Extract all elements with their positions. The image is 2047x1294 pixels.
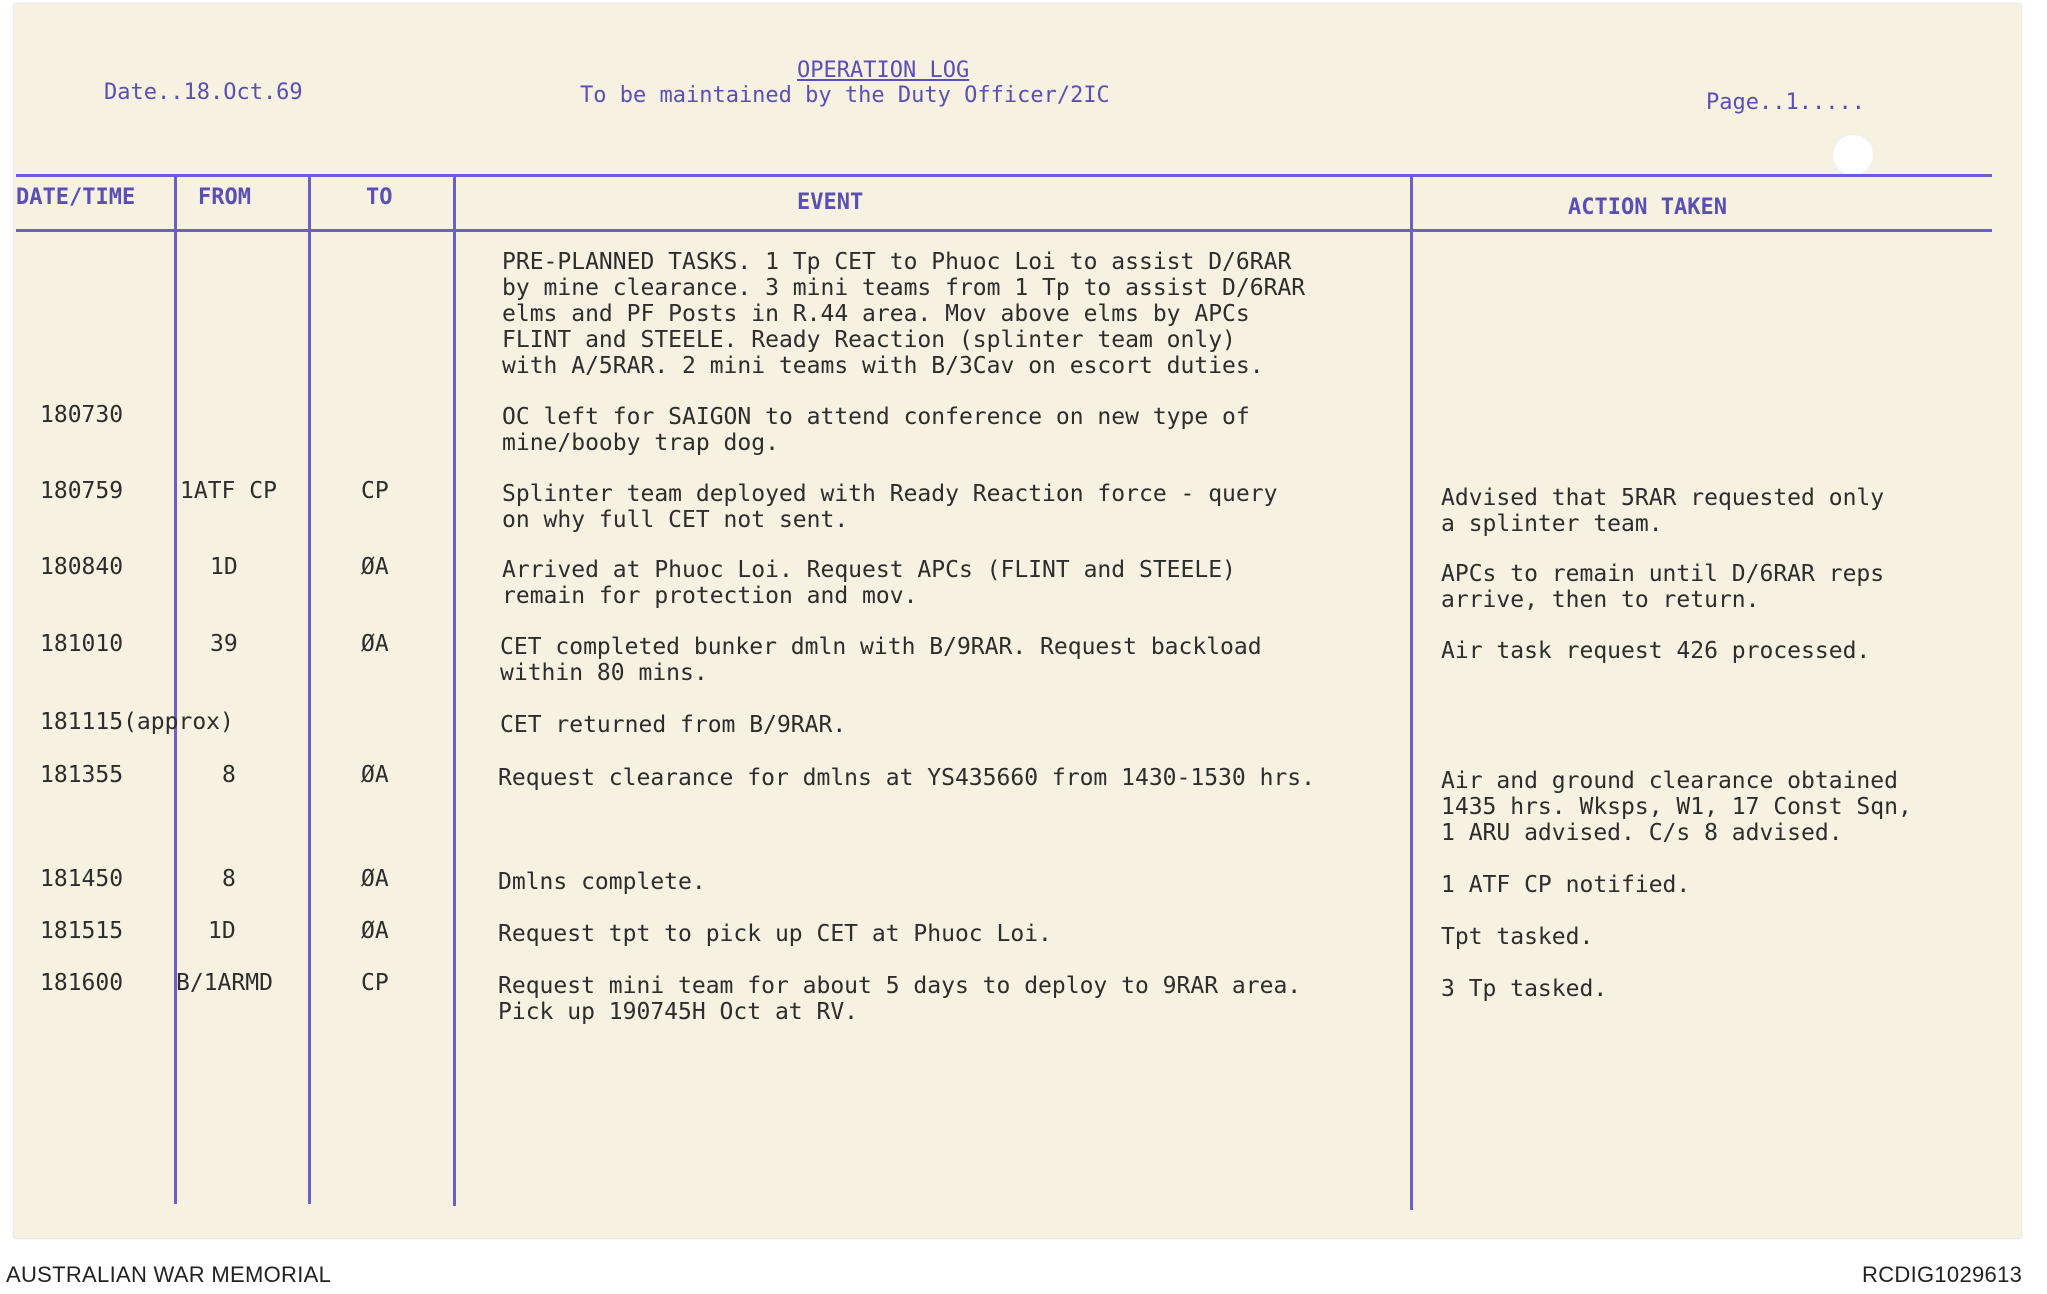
log-to: CP	[361, 970, 389, 996]
log-title: OPERATION LOG	[797, 58, 970, 83]
log-event: PRE-PLANNED TASKS. 1 Tp CET to Phuoc Loi to assist D/6RAR by mine clearance. 3 mini teams from 1 Tp to assist D/6RAR elms and PF Posts in R.44 area. Mov above elms by APCs FLINT and STEELE. Ready Reaction (splinter team only) with A/5RAR. 2 mini teams with B/3Cav on escort duties.	[502, 249, 1306, 379]
log-from: 39	[210, 631, 238, 657]
log-event: Request mini team for about 5 days to deploy to 9RAR area. Pick up 190745H Oct at RV.	[498, 973, 1302, 1025]
log-subtitle: To be maintained by the Duty Officer/2IC	[580, 83, 1110, 108]
log-action: Advised that 5RAR requested only a splinter team.	[1441, 485, 1885, 537]
log-datetime: 181010	[40, 631, 124, 657]
header-bottom-rule	[16, 229, 1992, 232]
log-action: Tpt tasked.	[1441, 924, 1594, 950]
log-datetime: 181355	[40, 762, 124, 788]
log-from: 8	[222, 762, 236, 788]
punch-hole	[1832, 134, 1874, 176]
log-from: 1D	[210, 554, 238, 580]
archive-caption: AUSTRALIAN WAR MEMORIAL	[6, 1262, 332, 1287]
log-action: 3 Tp tasked.	[1441, 976, 1608, 1002]
header-top-rule	[16, 174, 1992, 177]
log-event: Request clearance for dmlns at YS435660 from 1430-1530 hrs.	[498, 765, 1315, 791]
log-sheet	[14, 4, 2021, 1238]
log-to: ØA	[361, 762, 389, 788]
log-datetime: 180840	[40, 554, 124, 580]
log-from: 1D	[208, 918, 236, 944]
log-to: ØA	[361, 866, 389, 892]
log-action: Air and ground clearance obtained 1435 hrs. Wksps, W1, 17 Const Sqn, 1 ARU advised. C/s 8 advised.	[1441, 768, 1912, 846]
column-divider-1	[174, 174, 177, 1204]
column-divider-2	[308, 174, 311, 1204]
log-event: CET completed bunker dmln with B/9RAR. Request backload within 80 mins.	[500, 634, 1262, 686]
log-datetime: 181450	[40, 866, 124, 892]
log-datetime: 181600	[40, 970, 124, 996]
page-number: Page..1.....	[1706, 90, 1865, 115]
column-header-event: EVENT	[797, 190, 864, 215]
log-to: ØA	[361, 918, 389, 944]
log-datetime: 181115(approx)	[40, 709, 234, 735]
log-action: Air task request 426 processed.	[1441, 638, 1871, 664]
log-event: CET returned from B/9RAR.	[500, 712, 847, 738]
column-header-datetime: DATE/TIME	[16, 185, 136, 210]
log-action: 1 ATF CP notified.	[1441, 872, 1691, 898]
log-event: Arrived at Phuoc Loi. Request APCs (FLINT and STEELE) remain for protection and mov.	[502, 557, 1236, 609]
column-header-from: FROM	[198, 185, 251, 210]
log-action: APCs to remain until D/6RAR reps arrive, then to return.	[1441, 561, 1885, 613]
log-from: 8	[222, 866, 236, 892]
log-to: CP	[361, 478, 389, 504]
column-header-to: TO	[366, 185, 393, 210]
log-date: Date..18.Oct.69	[104, 80, 303, 105]
log-event: Dmlns complete.	[498, 869, 706, 895]
record-id: RCDIG1029613	[1862, 1262, 2023, 1287]
log-from: B/1ARMD	[176, 970, 273, 996]
log-to: ØA	[361, 554, 389, 580]
log-to: ØA	[361, 631, 389, 657]
log-event: OC left for SAIGON to attend conference on new type of mine/booby trap dog.	[502, 404, 1250, 456]
column-header-action: ACTION TAKEN	[1568, 195, 1727, 220]
log-datetime: 180759	[40, 478, 124, 504]
log-datetime: 180730	[40, 402, 124, 428]
log-event: Request tpt to pick up CET at Phuoc Loi.	[498, 921, 1052, 947]
log-datetime: 181515	[40, 918, 124, 944]
column-divider-3	[453, 174, 456, 1206]
column-divider-4	[1410, 174, 1413, 1210]
log-from: 1ATF CP	[180, 478, 277, 504]
log-event: Splinter team deployed with Ready Reaction force - query on why full CET not sent.	[502, 481, 1278, 533]
